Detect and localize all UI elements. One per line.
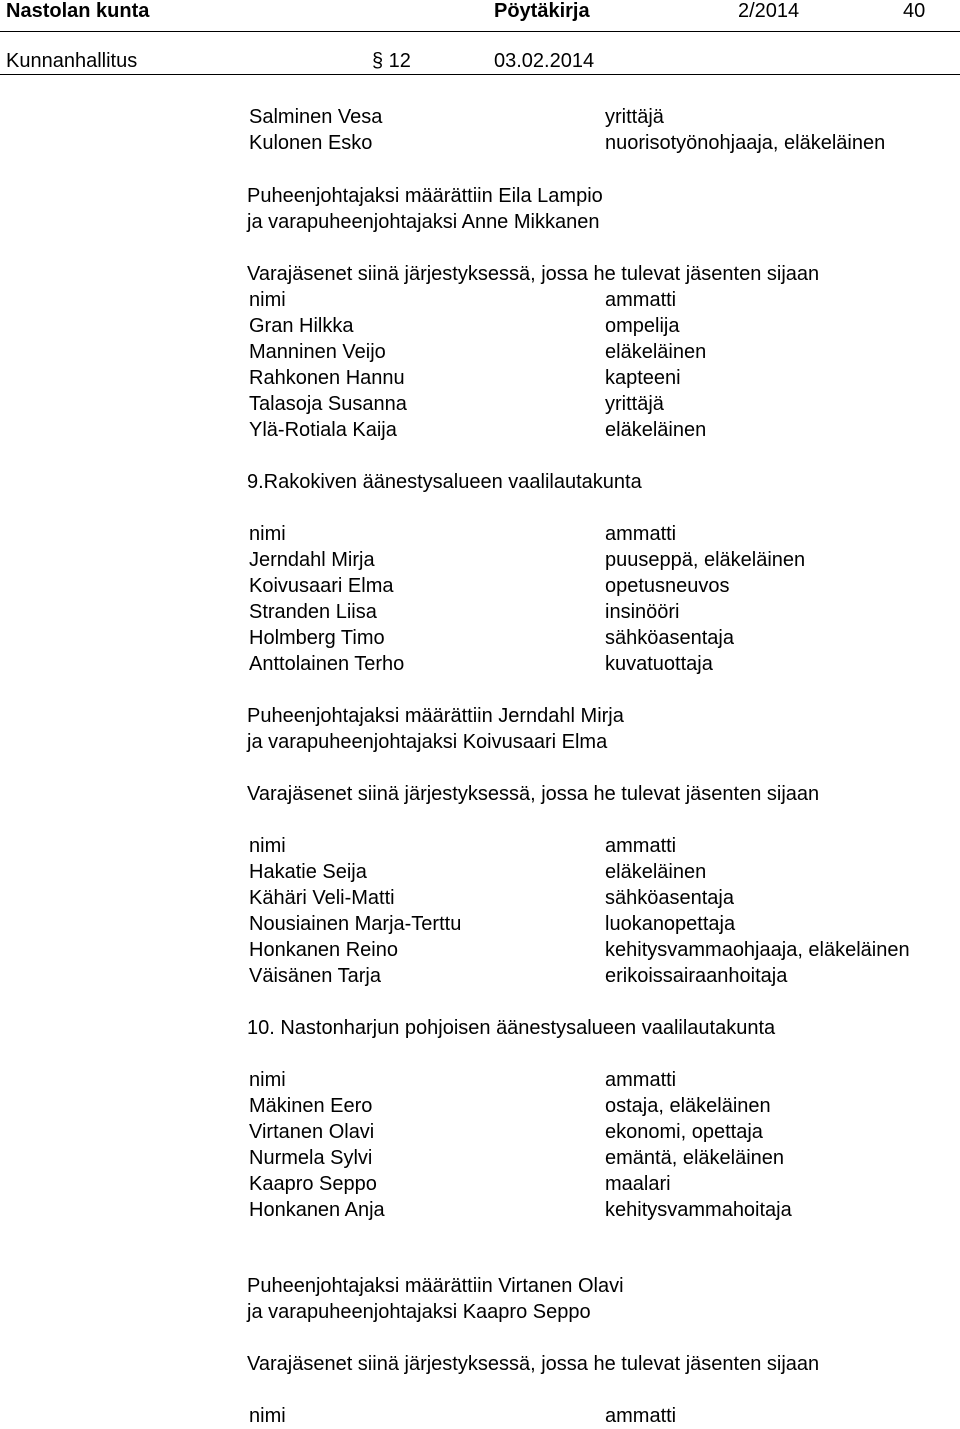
section-number: § 12 — [372, 50, 411, 72]
member-row — [249, 547, 949, 573]
deputy-row — [249, 911, 949, 937]
member-row — [249, 1197, 949, 1223]
column-header-name: nimi — [249, 523, 286, 545]
chair-line: Puheenjohtajaksi määrättiin Eila Lampio — [247, 185, 603, 207]
member-row — [249, 1093, 949, 1119]
deputy-name: Hakatie Seija — [249, 861, 367, 883]
member-job: puuseppä, eläkeläinen — [605, 549, 806, 571]
deputy-job: erikoissairaanhoitaja — [605, 965, 788, 987]
vice-chair-line: ja varapuheenjohtajaksi Koivusaari Elma — [247, 731, 608, 753]
member-row — [249, 625, 949, 651]
member-name: Nurmela Sylvi — [249, 1147, 373, 1169]
member-row — [249, 1119, 949, 1145]
deputy-job: eläkeläinen — [605, 341, 707, 363]
deputy-name: Honkanen Reino — [249, 939, 398, 961]
deputy-row — [249, 963, 949, 989]
member-job: maalari — [605, 1173, 671, 1195]
chair-line: Puheenjohtajaksi määrättiin Virtanen Olavi — [247, 1275, 624, 1297]
deputy-job: kapteeni — [605, 367, 681, 389]
member-name: Kaapro Seppo — [249, 1173, 377, 1195]
member-row — [249, 599, 949, 625]
member-job: kehitysvammahoitaja — [605, 1199, 792, 1221]
member-row — [249, 651, 949, 677]
deputy-job: eläkeläinen — [605, 861, 707, 883]
page-number: 40 — [903, 0, 926, 22]
chair-line: Puheenjohtajaksi määrättiin Jerndahl Mirja — [247, 705, 624, 727]
governing-body: Kunnanhallitus — [6, 50, 138, 72]
section-10-heading: 10. Nastonharjun pohjoisen äänestysalueen vaalilautakunta — [247, 1017, 776, 1039]
header-divider — [0, 31, 960, 32]
member-name: Holmberg Timo — [249, 627, 385, 649]
member-name: Kulonen Esko — [249, 132, 373, 154]
member-job: yrittäjä — [605, 106, 664, 128]
member-job: nuorisotyönohjaaja, eläkeläinen — [605, 132, 886, 154]
member-job: insinööri — [605, 601, 680, 623]
column-header-name: nimi — [249, 1405, 286, 1427]
member-job: ekonomi, opettaja — [605, 1121, 763, 1143]
deputy-row — [249, 885, 949, 911]
member-job: ostaja, eläkeläinen — [605, 1095, 771, 1117]
member-name: Stranden Liisa — [249, 601, 377, 623]
member-row — [249, 130, 949, 156]
deputy-name: Kähäri Veli-Matti — [249, 887, 395, 909]
column-header-job: ammatti — [605, 1069, 677, 1091]
deputy-row — [249, 859, 949, 885]
column-header-job: ammatti — [605, 289, 677, 311]
member-name: Virtanen Olavi — [249, 1121, 375, 1143]
document-type: Pöytäkirja — [494, 0, 590, 22]
deputy-job: ompelija — [605, 315, 680, 337]
member-row — [249, 573, 949, 599]
municipality-name: Nastolan kunta — [6, 0, 150, 22]
deputy-name: Gran Hilkka — [249, 315, 354, 337]
vice-chair-line: ja varapuheenjohtajaksi Anne Mikkanen — [247, 211, 600, 233]
deputy-job: eläkeläinen — [605, 419, 707, 441]
column-header-name: nimi — [249, 289, 286, 311]
member-row — [249, 1171, 949, 1197]
member-name: Honkanen Anja — [249, 1199, 385, 1221]
member-job: opetusneuvos — [605, 575, 730, 597]
member-name: Koivusaari Elma — [249, 575, 394, 597]
header-divider-2 — [0, 74, 960, 75]
deputy-name: Väisänen Tarja — [249, 965, 381, 987]
member-row — [249, 104, 949, 130]
column-header-row — [249, 1403, 949, 1429]
member-job: sähköasentaja — [605, 627, 734, 649]
column-header-row — [249, 1067, 949, 1093]
deputy-name: Talasoja Susanna — [249, 393, 407, 415]
deputies-intro: Varajäsenet siinä järjestyksessä, jossa he tulevat jäsenten sijaan — [247, 263, 820, 285]
document-number: 2/2014 — [738, 0, 800, 22]
deputy-job: kehitysvammaohjaaja, eläkeläinen — [605, 939, 910, 961]
vice-chair-line: ja varapuheenjohtajaksi Kaapro Seppo — [247, 1301, 591, 1323]
deputy-row — [249, 313, 949, 339]
column-header-job: ammatti — [605, 835, 677, 857]
deputy-row — [249, 937, 949, 963]
deputy-row — [249, 339, 949, 365]
meeting-date: 03.02.2014 — [494, 50, 595, 72]
member-name: Salminen Vesa — [249, 106, 383, 128]
deputy-job: yrittäjä — [605, 393, 664, 415]
column-header-row — [249, 287, 949, 313]
deputy-name: Nousiainen Marja-Terttu — [249, 913, 462, 935]
deputy-row — [249, 417, 949, 443]
member-name: Jerndahl Mirja — [249, 549, 375, 571]
deputy-row — [249, 391, 949, 417]
column-header-name: nimi — [249, 1069, 286, 1091]
column-header-name: nimi — [249, 835, 286, 857]
member-job: kuvatuottaja — [605, 653, 713, 675]
section-9-heading: 9.Rakokiven äänestysalueen vaalilautakunta — [247, 471, 642, 493]
deputy-name: Ylä-Rotiala Kaija — [249, 419, 397, 441]
member-name: Anttolainen Terho — [249, 653, 405, 675]
deputy-job: luokanopettaja — [605, 913, 736, 935]
deputy-name: Rahkonen Hannu — [249, 367, 405, 389]
deputies-intro: Varajäsenet siinä järjestyksessä, jossa he tulevat jäsenten sijaan — [247, 1353, 820, 1375]
column-header-row — [249, 833, 949, 859]
deputy-job: sähköasentaja — [605, 887, 734, 909]
member-row — [249, 1145, 949, 1171]
column-header-job: ammatti — [605, 523, 677, 545]
deputies-intro: Varajäsenet siinä järjestyksessä, jossa he tulevat jäsenten sijaan — [247, 783, 820, 805]
member-name: Mäkinen Eero — [249, 1095, 373, 1117]
column-header-job: ammatti — [605, 1405, 677, 1427]
column-header-row — [249, 521, 949, 547]
deputy-name: Manninen Veijo — [249, 341, 386, 363]
member-job: emäntä, eläkeläinen — [605, 1147, 785, 1169]
deputy-row — [249, 365, 949, 391]
